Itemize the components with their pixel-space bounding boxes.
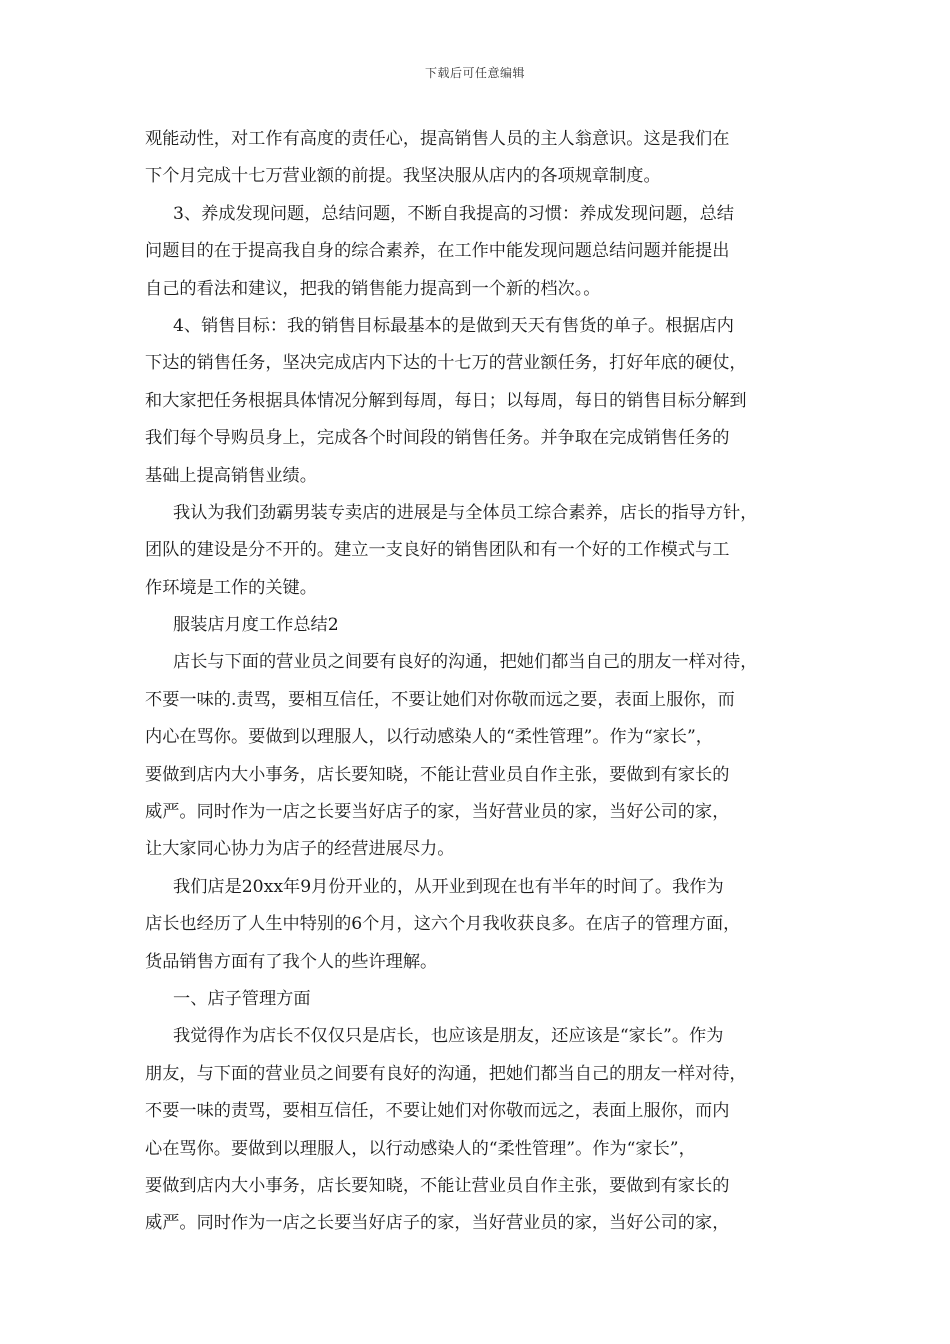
text-line: 4、销售目标：我的销售目标最基本的是做到天天有售货的单子。根据店内 [173,315,734,336]
text-line: 让大家同心协力为店子的经营进展尽力。 [145,839,455,860]
text-line: 不要一味的责骂，要相互信任，不要让她们对你敬而远之，表面上服你，而内 [145,1101,730,1122]
text-line: 基础上提高销售业绩。 [145,465,317,486]
text-line: 一、店子管理方面 [173,988,311,1009]
text-line: 要做到店内大小事务，店长要知晓，不能让营业员自作主张，要做到有家长的 [145,1175,730,1196]
text-line: 下个月完成十七万营业额的前提。我坚决服从店内的各项规章制度。 [145,166,661,187]
text-line: 服装店月度工作总结2 [173,615,339,636]
text-line: 3、养成发现问题，总结问题，不断自我提高的习惯：养成发现问题，总结 [173,203,734,224]
page-header: 下载后可任意编辑 [424,66,525,80]
text-line: 威严。同时作为一店之长要当好店子的家，当好营业员的家，当好公司的家， [145,1213,730,1234]
text-line: 要做到店内大小事务，店长要知晓，不能让营业员自作主张，要做到有家长的 [145,764,730,785]
text-line: 不要一味的.责骂，要相互信任，不要让她们对你敬而远之要，表面上服你，而 [145,689,735,710]
text-line: 内心在骂你。要做到以理服人，以行动感染人的“柔性管理”。作为“家长”， [145,727,713,748]
text-line: 货品销售方面有了我个人的些许理解。 [145,951,438,972]
text-line: 作环境是工作的关键。 [145,577,317,598]
text-line: 问题目的在于提高我自身的综合素养，在工作中能发现问题总结问题并能提出 [145,241,730,262]
text-line: 店长也经历了人生中特别的6个月，这六个月我收获良多。在店子的管理方面， [145,914,741,935]
text-line: 和大家把任务根据具体情况分解到每周，每日；以每周，每日的销售目标分解到 [145,390,747,411]
text-line: 心在骂你。要做到以理服人，以行动感染人的“柔性管理”。作为“家长”， [145,1138,696,1159]
text-line: 朋友，与下面的营业员之间要有良好的沟通，把她们都当自己的朋友一样对待， [145,1063,747,1084]
text-line: 我觉得作为店长不仅仅只是店长，也应该是朋友，还应该是“家长”。作为 [173,1026,724,1047]
text-line: 我们每个导购员身上，完成各个时间段的销售任务。并争取在完成销售任务的 [145,428,730,449]
text-line: 我认为我们劲霸男装专卖店的进展是与全体员工综合素养，店长的指导方针， [173,502,758,523]
document-body [145,121,817,1243]
text-line: 店长与下面的营业员之间要有良好的沟通，把她们都当自己的朋友一样对待， [173,652,758,673]
text-line: 下达的销售任务，坚决完成店内下达的十七万的营业额任务，打好年底的硬仗， [145,353,747,374]
text-line: 我们店是20xx年9月份开业的，从开业到现在也有半年的时间了。我作为 [173,876,724,897]
text-line: 团队的建设是分不开的。建立一支良好的销售团队和有一个好的工作模式与工 [145,540,730,561]
text-line: 观能动性，对工作有高度的责任心，提高销售人员的主人翁意识。这是我们在 [145,129,730,149]
text-line: 威严。同时作为一店之长要当好店子的家，当好营业员的家，当好公司的家， [145,802,730,823]
text-line: 自己的看法和建议，把我的销售能力提高到一个新的档次。。 [145,278,601,299]
